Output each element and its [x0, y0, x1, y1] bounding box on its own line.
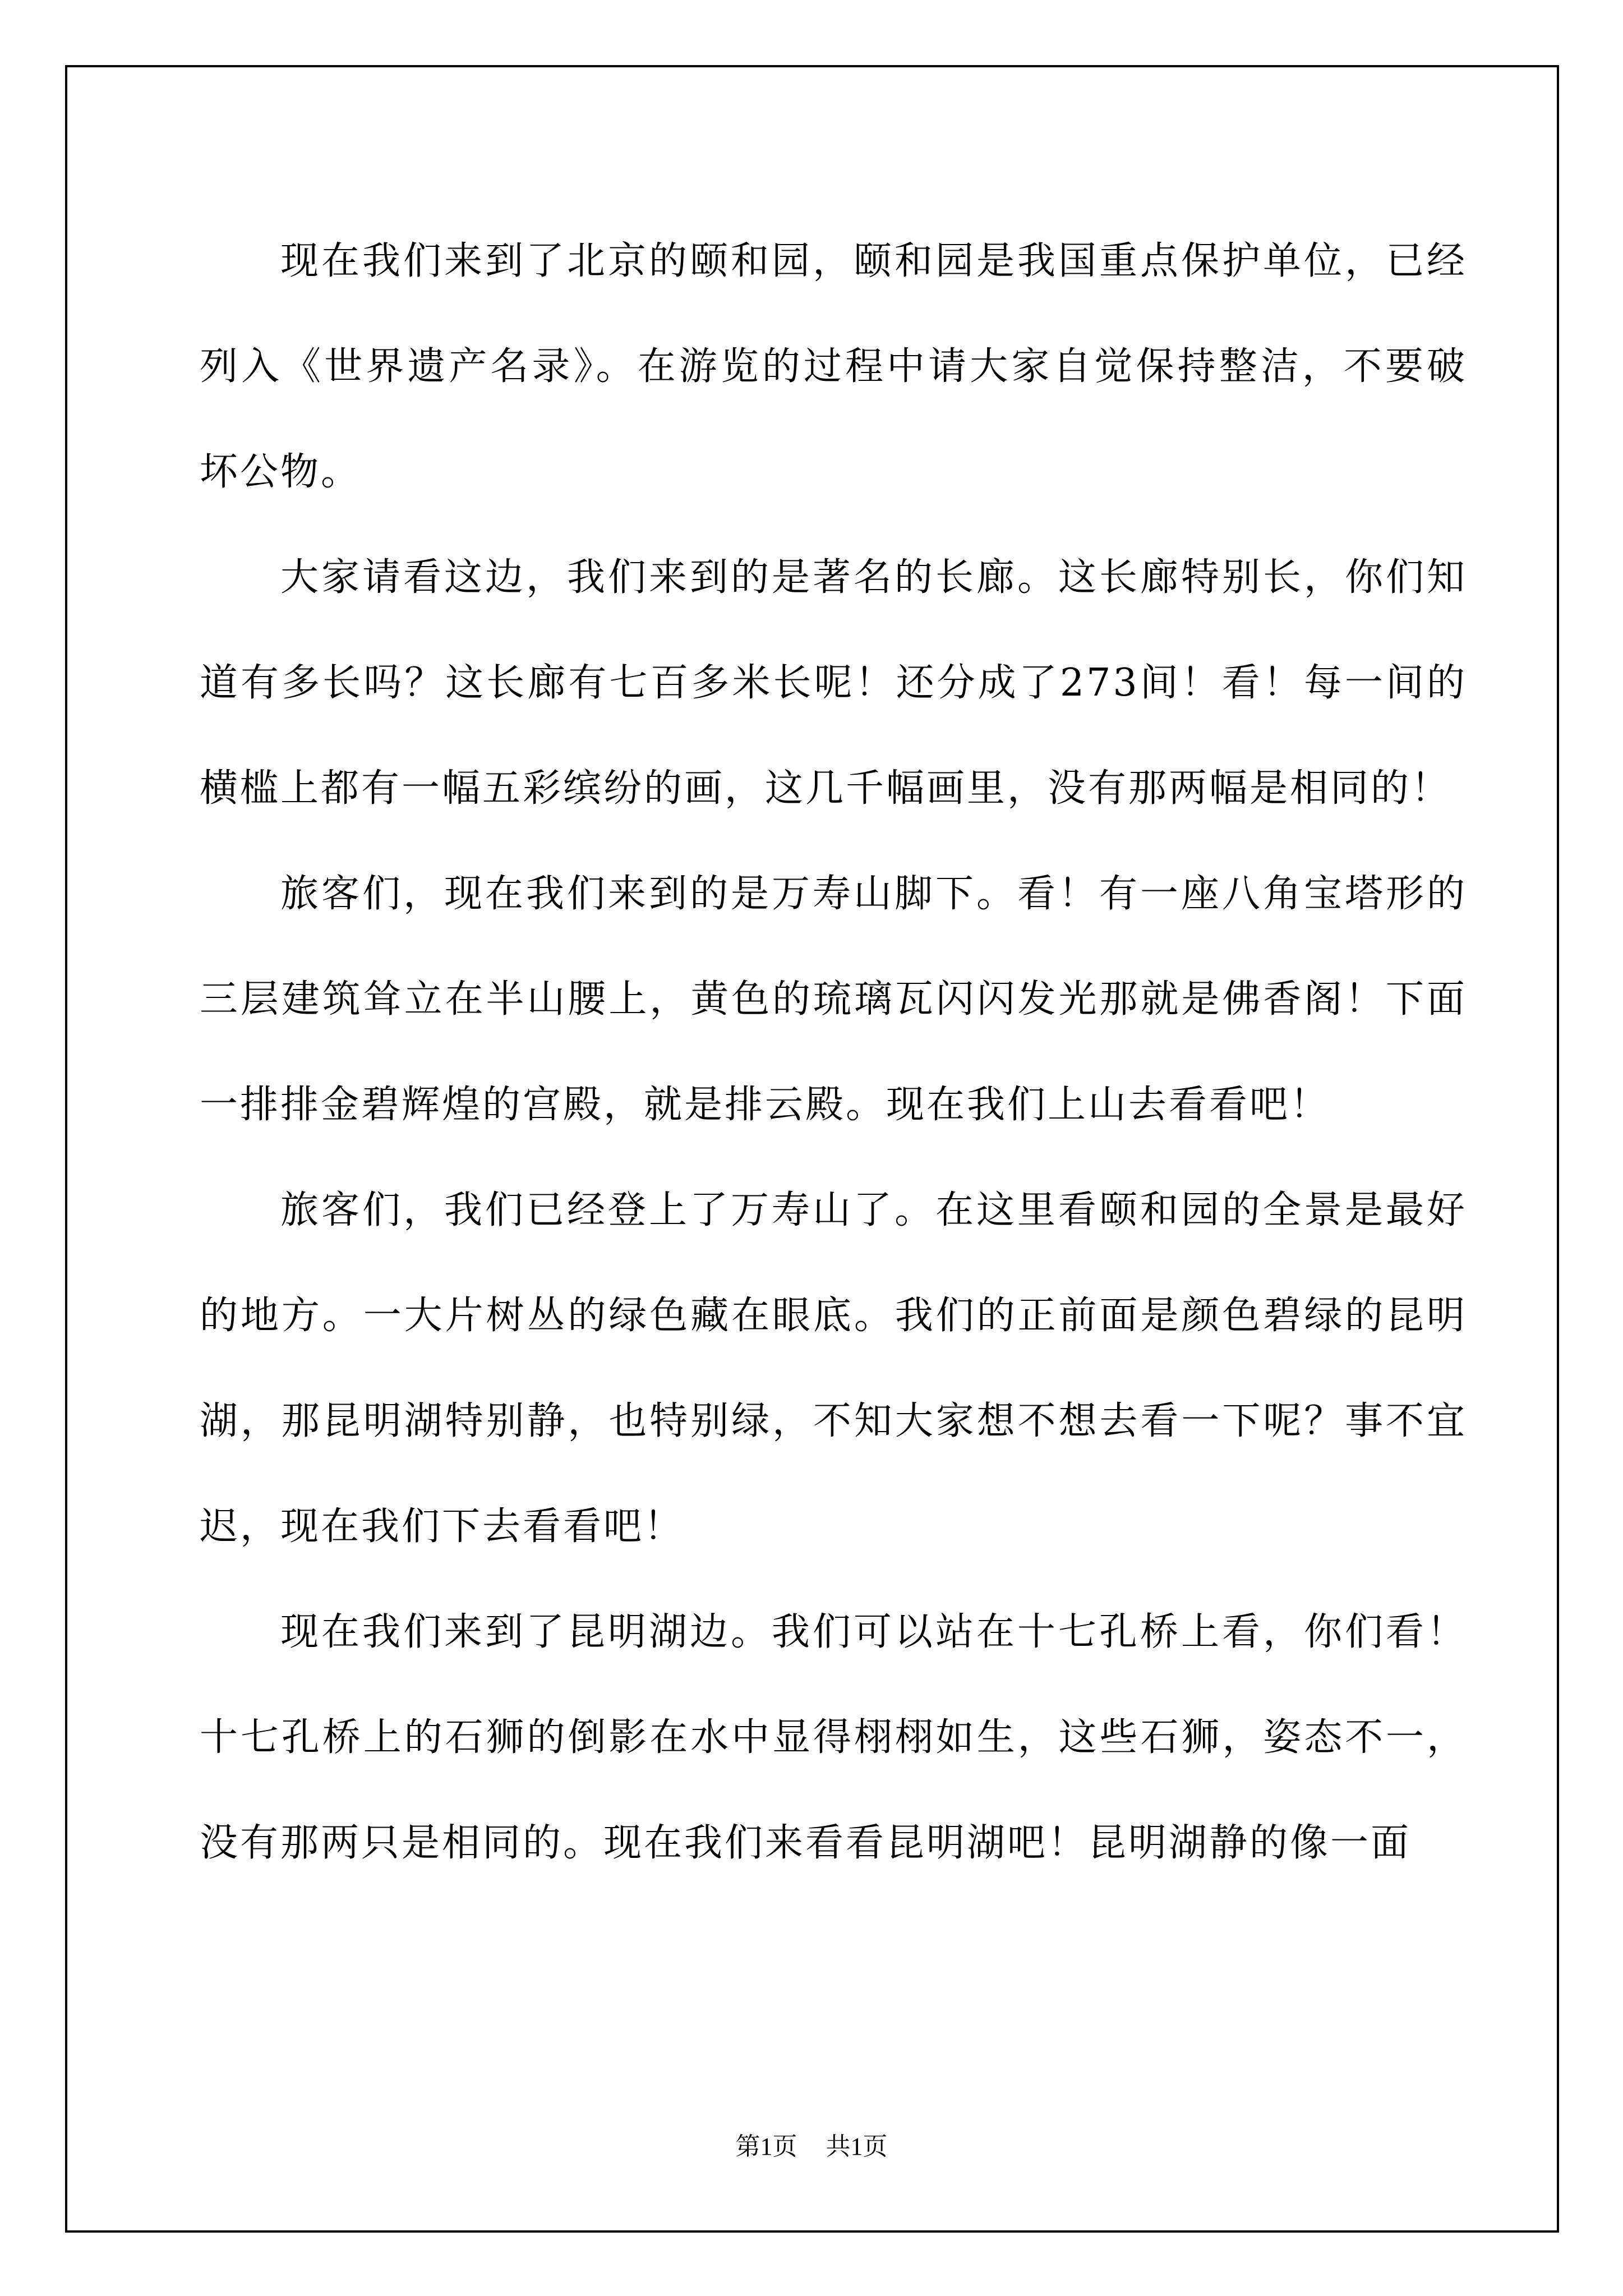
paragraph-3: 旅客们，现在我们来到的是万寿山脚下。看！有一座八角宝塔形的三层建筑耸立在半山腰上，黄色的琉璃瓦闪闪发光那就是佛香阁！下面一排排金碧辉煌的宫殿，就是排云殿。现在我们上山去看看吧！ — [200, 872, 1467, 1127]
document-body — [200, 209, 1467, 1896]
page-footer — [0, 2126, 1623, 2162]
paragraph-2: 大家请看这边，我们来到的是著名的长廊。这长廊特别长，你们知道有多长吗？这长廊有七百多米长呢！还分成了273间！看！每一间的横槛上都有一幅五彩缤纷的画，这几千幅画里，没有那两幅是相同的！ — [200, 555, 1467, 811]
page-count: 共1页 — [826, 2133, 888, 2160]
page-number: 第1页 — [735, 2133, 797, 2160]
paragraph-1: 现在我们来到了北京的颐和园，颐和园是我国重点保护单位，已经列入《世界遗产名录》。在游览的过程中请大家自觉保持整洁，不要破坏公物。 — [200, 239, 1467, 494]
paragraph-4: 旅客们，我们已经登上了万寿山了。在这里看颐和园的全景是最好的地方。一大片树丛的绿色藏在眼底。我们的正前面是颜色碧绿的昆明湖，那昆明湖特别静，也特别绿，不知大家想不想去看一下呢？事不宜迟，现在我们下去看看吧！ — [200, 1188, 1467, 1549]
paragraph-5: 现在我们来到了昆明湖边。我们可以站在十七孔桥上看，你们看！十七孔桥上的石狮的倒影在水中显得栩栩如生，这些石狮，姿态不一，没有那两只是相同的。现在我们来看看昆明湖吧！昆明湖静的像一面 — [200, 1610, 1467, 1865]
